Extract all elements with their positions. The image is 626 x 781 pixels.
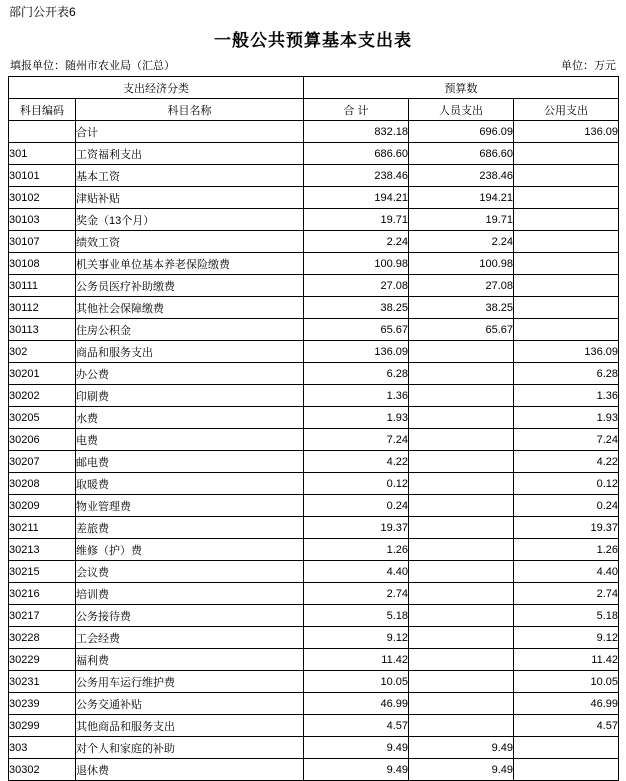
cell-personnel-expense — [409, 561, 514, 583]
cell-subject-code: 301 — [9, 143, 76, 165]
cell-total: 0.24 — [304, 495, 409, 517]
cell-personnel-expense — [409, 429, 514, 451]
cell-personnel-expense — [409, 517, 514, 539]
cell-public-expense — [514, 737, 619, 759]
cell-subject-code — [9, 121, 76, 143]
cell-personnel-expense — [409, 495, 514, 517]
cell-personnel-expense — [409, 649, 514, 671]
cell-subject-code: 30231 — [9, 671, 76, 693]
cell-personnel-expense: 686.60 — [409, 143, 514, 165]
cell-subject-code: 30112 — [9, 297, 76, 319]
cell-total: 4.40 — [304, 561, 409, 583]
cell-subject-name: 其他社会保障缴费 — [76, 297, 304, 319]
page-title: 一般公共预算基本支出表 — [214, 31, 412, 50]
cell-total: 832.18 — [304, 121, 409, 143]
column-header-name: 科目名称 — [76, 99, 304, 121]
cell-subject-name: 物业管理费 — [76, 495, 304, 517]
cell-personnel-expense: 9.49 — [409, 737, 514, 759]
cell-subject-code: 30101 — [9, 165, 76, 187]
cell-subject-name: 培训费 — [76, 583, 304, 605]
group-header-budget: 预算数 — [304, 77, 619, 99]
cell-subject-code: 30299 — [9, 715, 76, 737]
cell-public-expense: 10.05 — [514, 671, 619, 693]
cell-subject-name: 公务接待费 — [76, 605, 304, 627]
cell-subject-code: 30209 — [9, 495, 76, 517]
cell-personnel-expense — [409, 341, 514, 363]
table-row — [9, 121, 619, 143]
table-row — [9, 319, 619, 341]
cell-subject-name: 水费 — [76, 407, 304, 429]
cell-subject-code: 30111 — [9, 275, 76, 297]
cell-total: 4.57 — [304, 715, 409, 737]
cell-total: 0.12 — [304, 473, 409, 495]
cell-total: 136.09 — [304, 341, 409, 363]
cell-subject-code: 303 — [9, 737, 76, 759]
table-row — [9, 451, 619, 473]
cell-subject-name: 福利费 — [76, 649, 304, 671]
cell-total: 65.67 — [304, 319, 409, 341]
budget-table — [8, 76, 619, 781]
cell-subject-code: 30215 — [9, 561, 76, 583]
cell-personnel-expense — [409, 539, 514, 561]
cell-subject-code: 30107 — [9, 231, 76, 253]
cell-personnel-expense: 100.98 — [409, 253, 514, 275]
cell-personnel-expense — [409, 363, 514, 385]
cell-public-expense: 5.18 — [514, 605, 619, 627]
cell-total: 9.49 — [304, 759, 409, 781]
cell-personnel-expense — [409, 605, 514, 627]
cell-subject-name: 会议费 — [76, 561, 304, 583]
cell-personnel-expense — [409, 385, 514, 407]
table-row — [9, 495, 619, 517]
cell-personnel-expense: 65.67 — [409, 319, 514, 341]
cell-public-expense: 19.37 — [514, 517, 619, 539]
cell-public-expense: 2.74 — [514, 583, 619, 605]
cell-subject-code: 30216 — [9, 583, 76, 605]
cell-personnel-expense — [409, 451, 514, 473]
cell-public-expense: 4.57 — [514, 715, 619, 737]
table-row — [9, 165, 619, 187]
cell-subject-name: 差旅费 — [76, 517, 304, 539]
table-row — [9, 649, 619, 671]
cell-subject-name: 津贴补贴 — [76, 187, 304, 209]
cell-public-expense: 1.36 — [514, 385, 619, 407]
cell-subject-name: 工资福利支出 — [76, 143, 304, 165]
table-row — [9, 539, 619, 561]
cell-public-expense: 136.09 — [514, 341, 619, 363]
table-row — [9, 275, 619, 297]
cell-subject-name: 住房公积金 — [76, 319, 304, 341]
cell-public-expense — [514, 209, 619, 231]
table-body — [9, 121, 619, 781]
cell-total: 686.60 — [304, 143, 409, 165]
cell-subject-code: 30211 — [9, 517, 76, 539]
cell-total: 10.05 — [304, 671, 409, 693]
table-row — [9, 385, 619, 407]
cell-personnel-expense: 9.49 — [409, 759, 514, 781]
cell-public-expense: 4.40 — [514, 561, 619, 583]
cell-total: 6.28 — [304, 363, 409, 385]
cell-subject-name: 公务交通补贴 — [76, 693, 304, 715]
table-row — [9, 143, 619, 165]
table-row — [9, 759, 619, 781]
table-row — [9, 627, 619, 649]
table-row — [9, 605, 619, 627]
group-header-classification: 支出经济分类 — [9, 77, 304, 99]
cell-total: 27.08 — [304, 275, 409, 297]
cell-subject-code: 30228 — [9, 627, 76, 649]
table-row — [9, 517, 619, 539]
table-row — [9, 693, 619, 715]
table-row — [9, 187, 619, 209]
table-row — [9, 363, 619, 385]
cell-subject-name: 公务用车运行维护费 — [76, 671, 304, 693]
cell-subject-code: 30239 — [9, 693, 76, 715]
cell-subject-code: 30229 — [9, 649, 76, 671]
table-row — [9, 737, 619, 759]
cell-subject-code: 30201 — [9, 363, 76, 385]
cell-personnel-expense — [409, 671, 514, 693]
cell-subject-name: 印刷费 — [76, 385, 304, 407]
cell-public-expense — [514, 165, 619, 187]
cell-public-expense: 136.09 — [514, 121, 619, 143]
cell-personnel-expense: 238.46 — [409, 165, 514, 187]
cell-personnel-expense: 194.21 — [409, 187, 514, 209]
table-row — [9, 583, 619, 605]
cell-total: 100.98 — [304, 253, 409, 275]
cell-subject-name: 其他商品和服务支出 — [76, 715, 304, 737]
table-row — [9, 407, 619, 429]
cell-subject-name: 电费 — [76, 429, 304, 451]
cell-public-expense — [514, 143, 619, 165]
cell-public-expense: 1.93 — [514, 407, 619, 429]
amount-unit: 单位：万元 — [561, 60, 616, 72]
cell-total: 2.74 — [304, 583, 409, 605]
cell-total: 238.46 — [304, 165, 409, 187]
cell-subject-name: 退休费 — [76, 759, 304, 781]
cell-public-expense — [514, 759, 619, 781]
cell-total: 1.36 — [304, 385, 409, 407]
cell-public-expense: 6.28 — [514, 363, 619, 385]
cell-subject-name: 办公费 — [76, 363, 304, 385]
table-row — [9, 715, 619, 737]
cell-subject-code: 30202 — [9, 385, 76, 407]
cell-personnel-expense — [409, 627, 514, 649]
cell-subject-code: 30113 — [9, 319, 76, 341]
cell-subject-code: 30217 — [9, 605, 76, 627]
cell-personnel-expense: 38.25 — [409, 297, 514, 319]
table-row — [9, 473, 619, 495]
table-row — [9, 341, 619, 363]
cell-subject-name: 维修（护）费 — [76, 539, 304, 561]
column-header-total: 合 计 — [304, 99, 409, 121]
table-row — [9, 209, 619, 231]
cell-total: 194.21 — [304, 187, 409, 209]
column-header-code: 科目编码 — [9, 99, 76, 121]
cell-total: 19.37 — [304, 517, 409, 539]
cell-public-expense: 0.24 — [514, 495, 619, 517]
cell-public-expense — [514, 231, 619, 253]
cell-subject-name: 合计 — [76, 121, 304, 143]
reporting-unit: 填报单位：随州市农业局（汇总） — [10, 60, 175, 72]
cell-total: 38.25 — [304, 297, 409, 319]
table-row — [9, 231, 619, 253]
cell-personnel-expense — [409, 407, 514, 429]
cell-total: 9.49 — [304, 737, 409, 759]
cell-total: 2.24 — [304, 231, 409, 253]
cell-subject-code: 30213 — [9, 539, 76, 561]
cell-total: 19.71 — [304, 209, 409, 231]
cell-subject-code: 30205 — [9, 407, 76, 429]
cell-subject-name: 绩效工资 — [76, 231, 304, 253]
cell-public-expense — [514, 275, 619, 297]
cell-subject-code: 30207 — [9, 451, 76, 473]
cell-total: 1.26 — [304, 539, 409, 561]
cell-subject-name: 公务员医疗补助缴费 — [76, 275, 304, 297]
table-group-header-row — [9, 77, 619, 99]
table-row — [9, 429, 619, 451]
cell-personnel-expense — [409, 583, 514, 605]
meta-row — [8, 57, 618, 76]
cell-personnel-expense: 2.24 — [409, 231, 514, 253]
cell-personnel-expense: 19.71 — [409, 209, 514, 231]
cell-public-expense — [514, 187, 619, 209]
cell-public-expense — [514, 319, 619, 341]
cell-total: 7.24 — [304, 429, 409, 451]
cell-subject-code: 30103 — [9, 209, 76, 231]
cell-subject-code: 30302 — [9, 759, 76, 781]
cell-personnel-expense — [409, 473, 514, 495]
cell-public-expense: 4.22 — [514, 451, 619, 473]
cell-subject-code: 302 — [9, 341, 76, 363]
cell-total: 11.42 — [304, 649, 409, 671]
cell-public-expense — [514, 253, 619, 275]
cell-public-expense: 9.12 — [514, 627, 619, 649]
cell-total: 46.99 — [304, 693, 409, 715]
table-row — [9, 253, 619, 275]
cell-public-expense: 7.24 — [514, 429, 619, 451]
cell-total: 4.22 — [304, 451, 409, 473]
cell-total: 1.93 — [304, 407, 409, 429]
cell-subject-name: 取暖费 — [76, 473, 304, 495]
cell-subject-name: 基本工资 — [76, 165, 304, 187]
table-head — [9, 77, 619, 121]
cell-subject-name: 机关事业单位基本养老保险缴费 — [76, 253, 304, 275]
form-label: 部门公开表6 — [9, 5, 76, 19]
cell-subject-name: 商品和服务支出 — [76, 341, 304, 363]
cell-subject-code: 30206 — [9, 429, 76, 451]
cell-subject-name: 奖金（13个月） — [76, 209, 304, 231]
cell-public-expense: 46.99 — [514, 693, 619, 715]
table-row — [9, 561, 619, 583]
table-row — [9, 297, 619, 319]
cell-personnel-expense — [409, 693, 514, 715]
cell-subject-code: 30102 — [9, 187, 76, 209]
cell-personnel-expense — [409, 715, 514, 737]
table-column-header-row — [9, 99, 619, 121]
cell-total: 9.12 — [304, 627, 409, 649]
cell-personnel-expense: 696.09 — [409, 121, 514, 143]
cell-subject-code: 30208 — [9, 473, 76, 495]
cell-subject-code: 30108 — [9, 253, 76, 275]
cell-subject-name: 邮电费 — [76, 451, 304, 473]
cell-public-expense — [514, 297, 619, 319]
cell-subject-name: 工会经费 — [76, 627, 304, 649]
column-header-public: 公用支出 — [514, 99, 619, 121]
cell-public-expense: 1.26 — [514, 539, 619, 561]
cell-public-expense: 0.12 — [514, 473, 619, 495]
cell-total: 5.18 — [304, 605, 409, 627]
cell-subject-name: 对个人和家庭的补助 — [76, 737, 304, 759]
column-header-personnel: 人员支出 — [409, 99, 514, 121]
table-row — [9, 671, 619, 693]
cell-personnel-expense: 27.08 — [409, 275, 514, 297]
cell-public-expense: 11.42 — [514, 649, 619, 671]
